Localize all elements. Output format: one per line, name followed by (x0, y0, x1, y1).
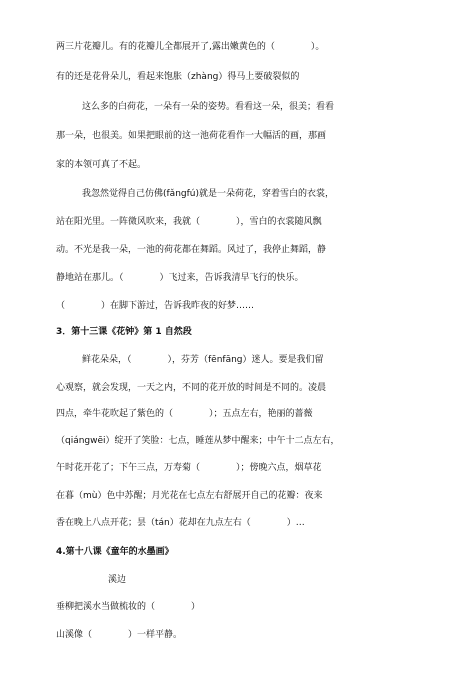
paragraph-line: 鲜花朵朵，（ ），芬芳（fēnfāng）迷人。要是我们留 (82, 355, 324, 365)
paragraph-line: 那一朵，也很美。如果把眼前的这一池荷花看作一大幅活的画，那画 (56, 131, 327, 141)
poem-line: 垂柳把溪水当做梳妆的（ ） (56, 602, 201, 612)
poem-line: 山溪像（ ）一样平静。 (56, 630, 183, 640)
paragraph-line: 家的本领可真了不起。 (56, 160, 147, 170)
paragraph-line: 两三片花瓣儿。有的花瓣儿全都展开了,露出嫩黄色的（ ）。 (56, 42, 325, 52)
paragraph-line: 香在晚上八点开花；昙（tán）花却在九点左右（ ）… (56, 518, 305, 528)
paragraph-line: 四点，牵牛花吹起了紫色的（ ）；五点左右，艳丽的蔷薇 (56, 409, 313, 419)
paragraph-line: 静地站在那儿。（ ）飞过来，告诉我清早飞行的快乐。 (56, 273, 304, 283)
paragraph-line: 心观察，就会发现，一天之内，不同的花开放的时间是不同的。凌晨 (56, 383, 327, 393)
paragraph-line: 有的还是花骨朵儿，看起来饱胀（zhàng）得马上要破裂似的 (56, 72, 300, 82)
paragraph-line: 动。不光是我一朵，一池的荷花都在舞蹈。风过了，我停止舞蹈，静 (56, 245, 327, 255)
paragraph-line: （qiángwēi）绽开了笑脸：七点，睡莲从梦中醒来；中午十二点左右， (56, 436, 340, 446)
paragraph-line: 这么多的白荷花，一朵有一朵的姿势。看看这一朵，很美；看看 (82, 102, 335, 112)
paragraph-line: 在暮（mù）色中苏醒；月光花在七点左右舒展开自己的花瓣：夜来 (56, 491, 323, 501)
poem-title: 溪边 (108, 575, 127, 585)
paragraph-line: 站在阳光里。一阵微风吹来，我就（ ），雪白的衣裳随风飘 (56, 217, 322, 227)
paragraph-line: 午时花开花了；下午三点，万寿菊（ ）；傍晚六点，烟草花 (56, 463, 322, 473)
paragraph-line: （ ）在脚下游过，告诉我昨夜的好梦…… (56, 301, 255, 311)
section-heading: 4.第十八课《童年的水墨画》 (56, 547, 174, 557)
section-heading: 3．第十三课《花钟》第 1 自然段 (56, 327, 192, 337)
paragraph-line: 我忽然觉得自己仿佛(fǎngfú)就是一朵荷花，穿着雪白的衣裳， (82, 189, 334, 199)
